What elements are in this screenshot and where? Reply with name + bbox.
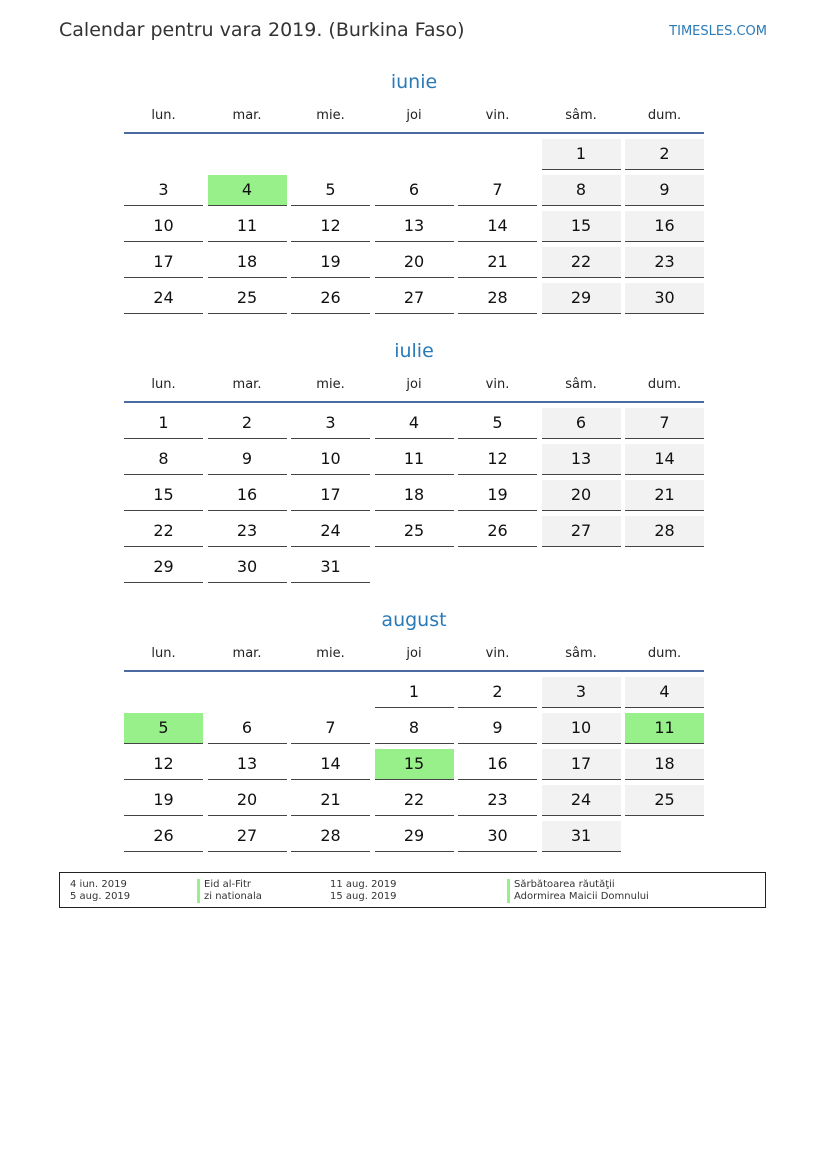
day-cell: 14	[625, 444, 704, 475]
day-cell: 25	[208, 283, 287, 314]
day-cell: 23	[458, 785, 537, 816]
empty-cell	[291, 139, 370, 170]
day-cell: 25	[375, 516, 454, 547]
day-cell: 5	[458, 408, 537, 439]
weekday-label: dum.	[647, 646, 682, 661]
day-cell: 19	[124, 785, 203, 816]
weekday-label: joi	[406, 377, 422, 392]
day-cell: 27	[542, 516, 621, 547]
day-cell: 3	[124, 175, 203, 206]
holiday-day-cell: 5	[124, 713, 203, 744]
day-cell: 29	[124, 552, 203, 583]
day-cell: 9	[625, 175, 704, 206]
legend-date: 5 aug. 2019	[70, 891, 131, 902]
day-cell: 20	[208, 785, 287, 816]
day-cell: 6	[208, 713, 287, 744]
day-cell: 22	[542, 247, 621, 278]
weekday-label: mie.	[316, 646, 345, 661]
weekday-header	[124, 374, 704, 396]
day-cell: 21	[291, 785, 370, 816]
day-cell: 8	[124, 444, 203, 475]
holiday-day-cell: 11	[625, 713, 704, 744]
day-cell: 27	[208, 821, 287, 852]
empty-cell	[208, 677, 287, 708]
weekday-label: lun.	[151, 108, 176, 123]
day-cell: 10	[542, 713, 621, 744]
weekday-label: sâm.	[565, 108, 597, 123]
weekday-label: vin.	[485, 646, 510, 661]
day-cell: 30	[208, 552, 287, 583]
day-cell: 6	[375, 175, 454, 206]
day-cell: 17	[124, 247, 203, 278]
holiday-day-cell: 15	[375, 749, 454, 780]
day-cell: 28	[291, 821, 370, 852]
weekday-label: mie.	[316, 377, 345, 392]
holiday-legend	[59, 872, 766, 908]
site-link[interactable]: TIMESLES.COM	[669, 24, 767, 39]
day-cell: 13	[375, 211, 454, 242]
day-cell: 17	[291, 480, 370, 511]
day-grid	[124, 139, 704, 314]
page-title: Calendar pentru vara 2019. (Burkina Faso)	[59, 19, 465, 41]
day-cell: 13	[208, 749, 287, 780]
day-cell: 17	[542, 749, 621, 780]
weekday-label: mar.	[232, 377, 262, 392]
weekday-label: mar.	[232, 108, 262, 123]
weekday-label: lun.	[151, 646, 176, 661]
empty-cell	[458, 139, 537, 170]
day-cell: 9	[208, 444, 287, 475]
month-name: iulie	[394, 340, 434, 362]
empty-cell	[124, 139, 203, 170]
day-cell: 8	[375, 713, 454, 744]
day-cell: 13	[542, 444, 621, 475]
legend-name: Eid al-Fitr	[197, 879, 251, 891]
day-cell: 31	[291, 552, 370, 583]
day-cell: 15	[124, 480, 203, 511]
day-cell: 8	[542, 175, 621, 206]
day-cell: 10	[291, 444, 370, 475]
day-cell: 31	[542, 821, 621, 852]
day-cell: 7	[291, 713, 370, 744]
day-cell: 11	[375, 444, 454, 475]
day-cell: 16	[458, 749, 537, 780]
day-cell: 30	[625, 283, 704, 314]
day-cell: 18	[625, 749, 704, 780]
weekday-label: mar.	[232, 646, 262, 661]
empty-cell	[124, 677, 203, 708]
day-cell: 20	[375, 247, 454, 278]
weekday-header	[124, 643, 704, 665]
month-august	[124, 607, 704, 852]
day-cell: 7	[458, 175, 537, 206]
weekday-label: joi	[406, 108, 422, 123]
day-cell: 12	[124, 749, 203, 780]
day-cell: 24	[542, 785, 621, 816]
day-cell: 3	[542, 677, 621, 708]
day-cell: 4	[625, 677, 704, 708]
day-cell: 3	[291, 408, 370, 439]
day-cell: 29	[375, 821, 454, 852]
day-cell: 9	[458, 713, 537, 744]
empty-cell	[208, 139, 287, 170]
day-cell: 1	[542, 139, 621, 170]
weekday-label: vin.	[485, 377, 510, 392]
day-cell: 5	[291, 175, 370, 206]
day-cell: 10	[124, 211, 203, 242]
weekday-label: dum.	[647, 377, 682, 392]
day-cell: 19	[291, 247, 370, 278]
day-cell: 20	[542, 480, 621, 511]
empty-cell	[291, 677, 370, 708]
day-cell: 14	[458, 211, 537, 242]
header-divider	[124, 401, 704, 403]
day-cell: 23	[625, 247, 704, 278]
day-cell: 29	[542, 283, 621, 314]
weekday-label: sâm.	[565, 377, 597, 392]
day-cell: 24	[291, 516, 370, 547]
holiday-day-cell: 4	[208, 175, 287, 206]
day-cell: 27	[375, 283, 454, 314]
day-cell: 12	[291, 211, 370, 242]
day-cell: 19	[458, 480, 537, 511]
day-grid	[124, 408, 704, 583]
day-cell: 28	[625, 516, 704, 547]
legend-name: Adormirea Maicii Domnului	[507, 891, 649, 903]
weekday-label: mie.	[316, 108, 345, 123]
day-cell: 22	[375, 785, 454, 816]
day-cell: 14	[291, 749, 370, 780]
month-name: iunie	[390, 71, 438, 93]
day-cell: 2	[208, 408, 287, 439]
legend-name: zi nationala	[197, 891, 262, 903]
empty-cell	[375, 139, 454, 170]
day-cell: 7	[625, 408, 704, 439]
day-cell: 30	[458, 821, 537, 852]
weekday-label: vin.	[485, 108, 510, 123]
day-cell: 1	[375, 677, 454, 708]
header-divider	[124, 132, 704, 134]
weekday-label: joi	[406, 646, 422, 661]
day-cell: 18	[375, 480, 454, 511]
day-cell: 26	[458, 516, 537, 547]
legend-date: 11 aug. 2019	[330, 879, 397, 890]
day-cell: 15	[542, 211, 621, 242]
day-cell: 24	[124, 283, 203, 314]
day-cell: 11	[208, 211, 287, 242]
day-cell: 26	[124, 821, 203, 852]
day-cell: 16	[208, 480, 287, 511]
day-cell: 18	[208, 247, 287, 278]
weekday-label: lun.	[151, 377, 176, 392]
day-cell: 23	[208, 516, 287, 547]
month-name: august	[381, 609, 447, 631]
day-cell: 26	[291, 283, 370, 314]
day-cell: 2	[625, 139, 704, 170]
day-cell: 12	[458, 444, 537, 475]
day-cell: 4	[375, 408, 454, 439]
day-cell: 21	[625, 480, 704, 511]
day-grid	[124, 677, 704, 852]
weekday-label: dum.	[647, 108, 682, 123]
day-cell: 25	[625, 785, 704, 816]
day-cell: 1	[124, 408, 203, 439]
day-cell: 16	[625, 211, 704, 242]
legend-date: 15 aug. 2019	[330, 891, 397, 902]
weekday-header	[124, 105, 704, 127]
month-july	[124, 338, 704, 583]
day-cell: 6	[542, 408, 621, 439]
header-divider	[124, 670, 704, 672]
day-cell: 2	[458, 677, 537, 708]
weekday-label: sâm.	[565, 646, 597, 661]
day-cell: 22	[124, 516, 203, 547]
day-cell: 28	[458, 283, 537, 314]
month-june	[124, 69, 704, 314]
day-cell: 21	[458, 247, 537, 278]
legend-date: 4 iun. 2019	[70, 879, 127, 890]
legend-name: Sărbătoarea răutăţii	[507, 879, 615, 891]
